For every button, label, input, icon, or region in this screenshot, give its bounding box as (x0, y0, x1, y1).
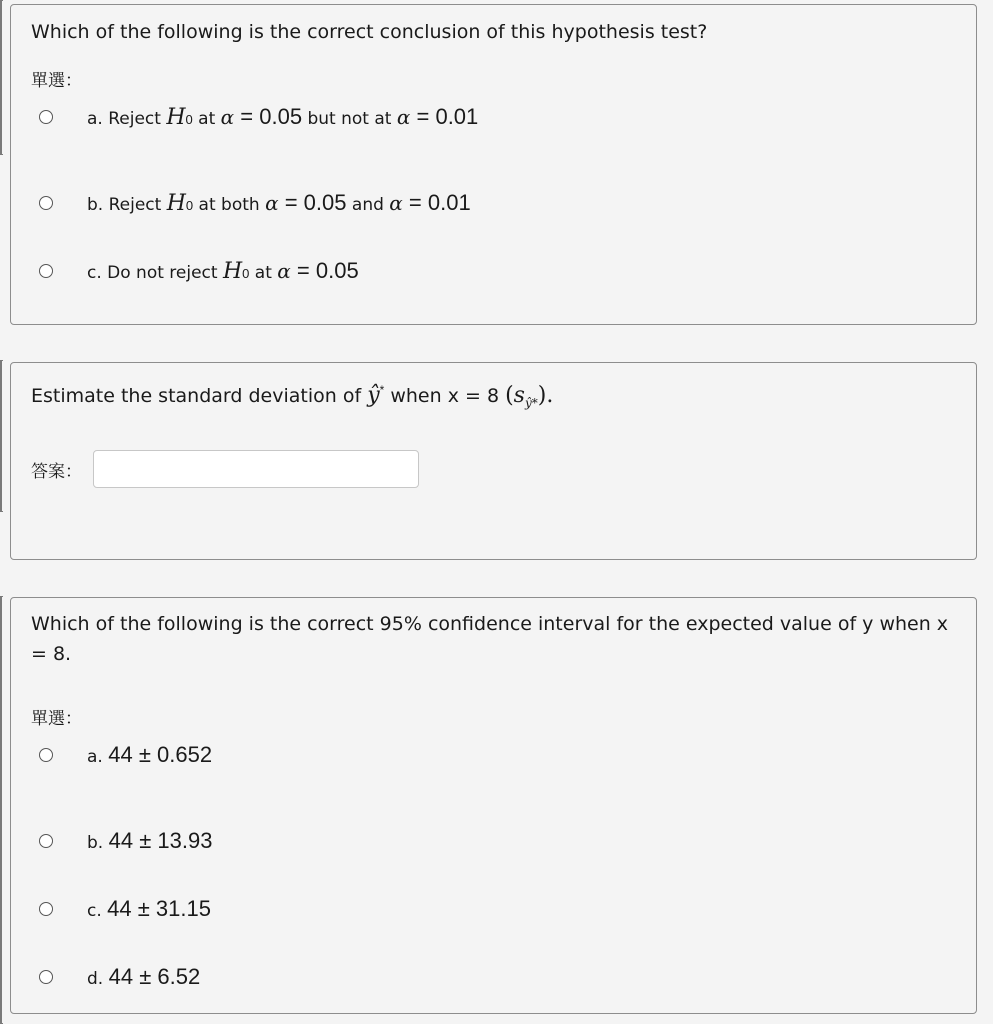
option-a[interactable] (31, 101, 956, 133)
option-c[interactable] (31, 875, 956, 943)
math-alpha: α (220, 105, 235, 129)
option-label (87, 190, 471, 216)
option-text: at (192, 109, 221, 129)
math-paren: ( (505, 383, 514, 408)
question-card-2 (10, 362, 977, 560)
option-a[interactable] (31, 739, 956, 771)
math-sub: 0 (242, 266, 250, 281)
math-eq: = (278, 190, 304, 215)
option-b[interactable] (31, 169, 956, 237)
option-text: c. Do not reject (87, 263, 223, 283)
option-c[interactable] (31, 237, 956, 305)
question-text-part: Estimate the standard deviation of (31, 385, 368, 407)
math-value: 0.01 (427, 190, 471, 215)
option-label (87, 258, 359, 284)
option-value: 44 ± 6.52 (108, 964, 201, 989)
option-text: a. Reject (87, 109, 167, 129)
radio-button[interactable] (39, 902, 53, 916)
math-var: H (166, 105, 186, 130)
math-eq: = (290, 258, 316, 283)
option-text: a. (87, 747, 109, 767)
math-var: H (166, 191, 186, 216)
option-label (87, 828, 212, 854)
math-sub: 0 (185, 112, 193, 127)
math-paren: ). (537, 383, 554, 408)
radio-button[interactable] (39, 970, 53, 984)
option-b[interactable] (31, 807, 956, 875)
math-sub: ŷ* (524, 396, 538, 410)
math-eq: = (410, 104, 436, 129)
option-text: c. (87, 901, 108, 921)
option-label (87, 742, 212, 768)
math-alpha: α (389, 191, 403, 215)
answer-row (31, 450, 956, 488)
radio-button[interactable] (39, 748, 53, 762)
question-text: Which of the following is the correct conclusion of this hypothesis test? (31, 21, 708, 43)
math-alpha: α (396, 105, 411, 129)
math-yhat: ŷ (367, 383, 380, 408)
option-label (87, 104, 478, 130)
single-choice-label: 單選： (31, 709, 82, 729)
option-d[interactable] (31, 943, 956, 1011)
options-list (31, 101, 956, 305)
left-edge-marker (0, 596, 3, 1024)
option-label (87, 896, 211, 922)
math-alpha: α (265, 191, 279, 215)
option-text: b. (87, 833, 109, 853)
left-edge-marker (0, 0, 3, 155)
math-eq: = (234, 104, 260, 129)
radio-button[interactable] (39, 834, 53, 848)
question-text (31, 375, 956, 418)
options-list (31, 739, 956, 1011)
math-value: 0.05 (259, 104, 303, 129)
math-s: s (513, 383, 525, 408)
option-text: b. Reject (87, 195, 167, 215)
math-alpha: α (277, 259, 291, 283)
radio-button[interactable] (39, 110, 53, 124)
radio-button[interactable] (39, 264, 53, 278)
question-card-3 (10, 597, 977, 1014)
option-text: d. (87, 969, 109, 989)
option-value: 44 ± 31.15 (107, 896, 211, 921)
math-var: H (222, 259, 243, 284)
math-value: 0.05 (303, 190, 347, 215)
question-card-1 (10, 4, 977, 325)
math-eq: = (402, 190, 428, 215)
math-value: 0.05 (315, 258, 359, 283)
math-sub: 0 (185, 198, 194, 213)
option-value: 44 ± 0.652 (108, 742, 213, 767)
answer-label: 答案： (31, 461, 82, 482)
option-label (87, 964, 200, 990)
option-value: 44 ± 13.93 (108, 828, 213, 853)
math-value: 0.01 (435, 104, 479, 129)
option-text: and (346, 195, 390, 215)
radio-button[interactable] (39, 196, 53, 210)
left-edge-marker (0, 360, 3, 512)
math-star: * (379, 383, 385, 397)
option-text: at (249, 263, 278, 283)
answer-input[interactable] (93, 450, 419, 488)
single-choice-label: 單選： (31, 71, 82, 91)
question-text: Which of the following is the correct 95% confidence interval for the expected value of y when x = 8. (31, 613, 949, 665)
option-text: at both (193, 195, 266, 215)
question-text-part: when x = 8 (384, 385, 506, 407)
option-text: but not at (302, 109, 397, 129)
